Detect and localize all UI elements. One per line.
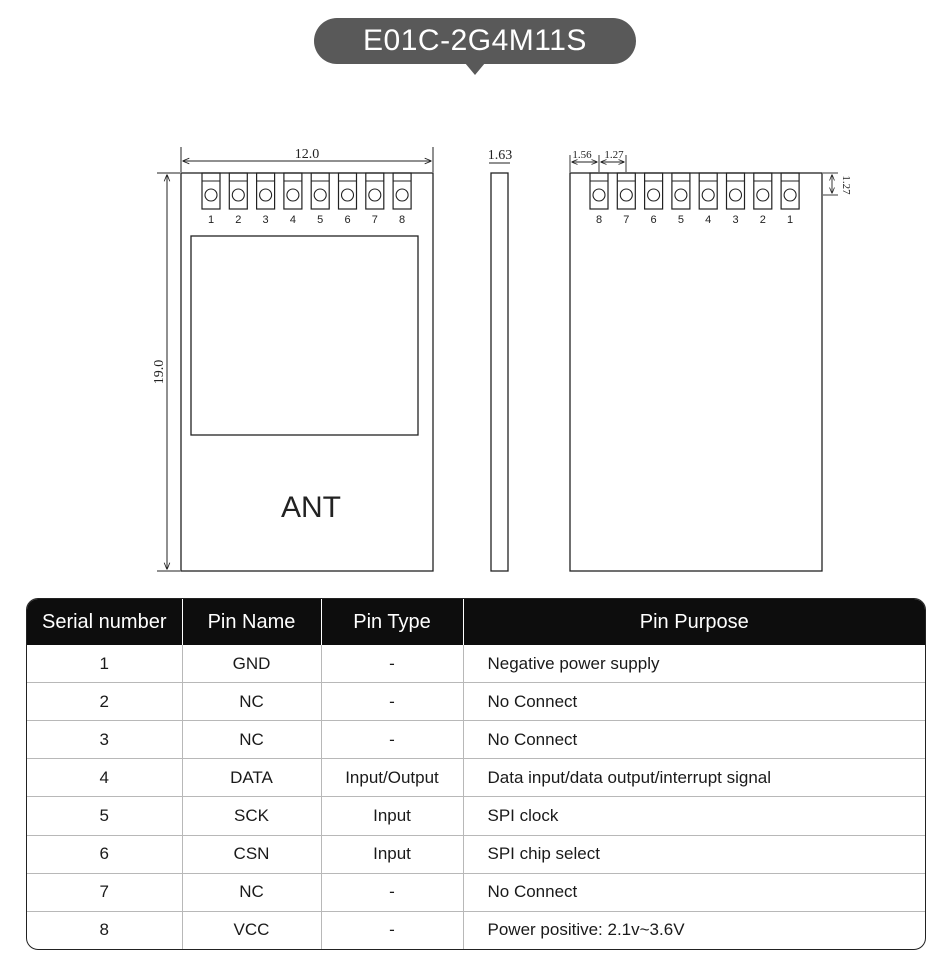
pad [781, 173, 799, 209]
cell-pin-purpose: SPI clock [463, 797, 925, 835]
pin-number-label: 2 [235, 214, 242, 226]
cell-pin-name: NC [182, 721, 321, 759]
pad [393, 173, 411, 209]
pin-number-label: 8 [399, 214, 406, 226]
pin-number-label: 4 [289, 214, 296, 226]
cell-pin-name: DATA [182, 759, 321, 797]
pitch-label: 1.27 [604, 149, 624, 161]
cell-serial-number: 6 [27, 835, 182, 873]
cell-serial-number: 2 [27, 683, 182, 721]
pad [699, 173, 717, 209]
back-pad-row [590, 173, 799, 209]
cell-pin-purpose: No Connect [463, 873, 925, 911]
pad [366, 173, 384, 209]
table-row [27, 683, 925, 721]
front-pin-labels [208, 214, 405, 226]
back-view [570, 149, 852, 571]
table-header-row [27, 599, 925, 645]
edge-offset-label: 1.56 [572, 149, 592, 161]
pad-hole [287, 189, 299, 201]
front-pad-row [202, 173, 411, 209]
pad [754, 173, 772, 209]
front-view [152, 147, 433, 571]
pad [590, 173, 608, 209]
cell-pin-type: Input [321, 797, 463, 835]
cell-serial-number: 7 [27, 873, 182, 911]
pad-hole [369, 189, 381, 201]
cell-serial-number: 5 [27, 797, 182, 835]
cell-serial-number: 3 [27, 721, 182, 759]
pad-hole [620, 189, 632, 201]
side-board-outline [491, 173, 508, 571]
antenna-label: ANT [281, 491, 341, 524]
cell-pin-type: Input/Output [321, 759, 463, 797]
pad-hole [260, 189, 272, 201]
cell-pin-type: - [321, 683, 463, 721]
cell-pin-type: - [321, 873, 463, 911]
cell-pin-type: - [321, 911, 463, 949]
pad [311, 173, 329, 209]
pad [645, 173, 663, 209]
pin-number-label: 5 [317, 214, 324, 226]
pin-number-label: 1 [207, 214, 215, 226]
pad-hole [314, 189, 326, 201]
pad-hole [675, 189, 687, 201]
cell-pin-name: GND [182, 645, 321, 683]
pin-number-label: 3 [732, 214, 739, 226]
pad-hole [342, 189, 354, 201]
pad [257, 173, 275, 209]
cell-serial-number: 1 [27, 645, 182, 683]
cell-serial-number: 8 [27, 911, 182, 949]
pad [229, 173, 247, 209]
pad [202, 173, 220, 209]
cell-pin-name: CSN [182, 835, 321, 873]
pin-number-label: 8 [595, 214, 603, 226]
cell-pin-purpose: No Connect [463, 721, 925, 759]
pad-hole [730, 189, 742, 201]
pad [339, 173, 357, 209]
pin-number-label: 3 [262, 214, 269, 226]
cell-pin-type: - [321, 721, 463, 759]
pad [617, 173, 635, 209]
cell-pin-purpose: Data input/data output/interrupt signal [463, 759, 925, 797]
pad [672, 173, 690, 209]
pad [727, 173, 745, 209]
header-pin-purpose: Pin Purpose [639, 610, 749, 633]
table-row [27, 873, 925, 911]
pad-hole [396, 189, 408, 201]
table-row [27, 645, 925, 683]
cell-pin-purpose: SPI chip select [463, 835, 925, 873]
pin-number-label: 5 [677, 214, 684, 226]
header-serial-number: Serial number [27, 599, 182, 645]
table-row [27, 797, 925, 835]
table-row [27, 721, 925, 759]
pad [284, 173, 302, 209]
table-row [27, 835, 925, 873]
width-dimension-label: 12.0 [294, 147, 320, 162]
pad-hole [702, 189, 714, 201]
cell-pin-name: NC [182, 683, 321, 721]
header-pin-type: Pin Type [321, 599, 463, 645]
pad-hole [232, 189, 244, 201]
height-dimension-label: 19.0 [152, 359, 167, 385]
pad-hole [593, 189, 605, 201]
pin-number-label: 7 [623, 214, 630, 226]
cell-pin-purpose: Power positive: 2.1v~3.6V [463, 911, 925, 949]
table-row [27, 911, 925, 949]
cell-pin-name: SCK [182, 797, 321, 835]
pad-hole [784, 189, 796, 201]
table-row [27, 759, 925, 797]
pad-hole [757, 189, 769, 201]
cell-serial-number: 4 [27, 759, 182, 797]
pin-number-label: 6 [650, 214, 657, 226]
cell-pin-name: NC [182, 873, 321, 911]
antenna-area [191, 236, 418, 435]
thickness-dimension-label: 1.63 [487, 148, 513, 163]
pin-number-label: 2 [759, 214, 766, 226]
pin-number-label: 7 [371, 214, 378, 226]
cell-pin-type: Input [321, 835, 463, 873]
header-pin-name: Pin Name [182, 599, 321, 645]
cell-pin-purpose: Negative power supply [487, 653, 660, 673]
pin-number-label: 1 [787, 214, 794, 226]
cell-pin-purpose: No Connect [463, 683, 925, 721]
cell-pin-type: - [321, 645, 463, 683]
pad-hole [648, 189, 660, 201]
cell-pin-name: VCC [182, 911, 321, 949]
page-title: E01C-2G4M11S [314, 18, 636, 64]
pin-table [26, 598, 926, 950]
back-board-outline [570, 173, 822, 571]
back-pin-labels [596, 214, 793, 226]
pin-number-label: 6 [344, 214, 351, 226]
pad-height-label: 1.27 [840, 175, 852, 195]
side-view [488, 148, 513, 571]
pin-number-label: 4 [705, 214, 712, 226]
pad-hole [205, 189, 217, 201]
